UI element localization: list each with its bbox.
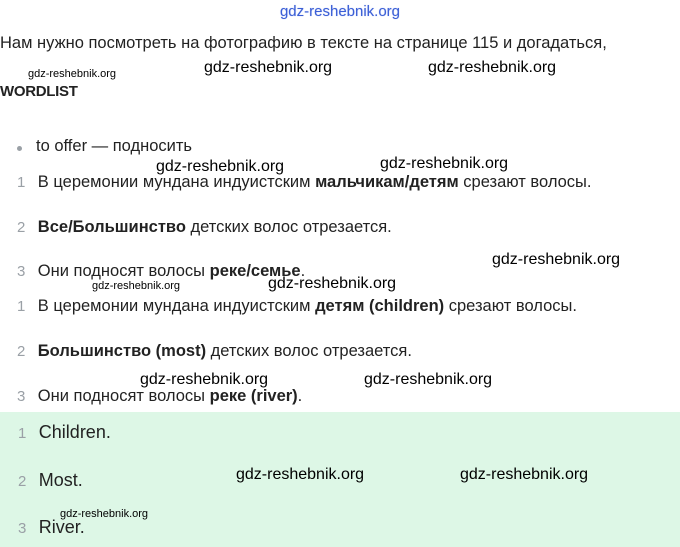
answer-text: Most. (38, 470, 83, 490)
list-item (17, 342, 412, 361)
intro-text: Нам нужно посмотреть на фотографию в тексте на странице 115 и догадаться, (0, 34, 607, 52)
watermark: gdz-reshebnik.org (492, 251, 621, 268)
watermark: gdz-reshebnik.org (204, 59, 333, 76)
answer-item (18, 470, 83, 491)
wordlist-item: to offer — подносить (36, 137, 193, 155)
list-item (17, 262, 305, 281)
item-text-bold: Большинство (most) (37, 342, 207, 360)
item-text-bold: Все/Большинство (37, 218, 186, 236)
item-number: 3 (17, 388, 26, 405)
item-text-pre: В церемонии мундана индуистским (37, 173, 316, 191)
watermark: gdz-reshebnik.org (60, 508, 149, 520)
item-text-bold: мальчикам/детям (315, 173, 459, 191)
header-watermark: gdz-reshebnik.org (279, 3, 401, 20)
wordlist-title: WORDLIST (0, 83, 78, 100)
answer-item (18, 517, 85, 538)
watermark: gdz-reshebnik.org (156, 158, 285, 175)
watermark: gdz-reshebnik.org (364, 371, 493, 388)
item-text-post: детских волос отрезается. (206, 342, 412, 360)
item-text-pre: Они подносят волосы (37, 262, 210, 280)
answer-text: Children. (38, 422, 111, 442)
item-text-bold: реке/семье (209, 262, 301, 280)
watermark: gdz-reshebnik.org (380, 155, 509, 172)
watermark: gdz-reshebnik.org (236, 466, 365, 483)
item-number: 3 (17, 263, 26, 280)
item-text-post: . (300, 262, 306, 280)
answer-number: 2 (18, 473, 27, 490)
item-text-pre: В церемонии мундана индуистским (37, 297, 316, 315)
list-item (17, 173, 592, 192)
watermark: gdz-reshebnik.org (268, 275, 397, 292)
bullet-dot-icon (17, 146, 22, 151)
item-number: 2 (17, 219, 26, 236)
watermark: gdz-reshebnik.org (28, 68, 117, 80)
watermark: gdz-reshebnik.org (460, 466, 589, 483)
item-text-bold: детям (children) (315, 297, 445, 315)
item-text-bold: реке (river) (209, 387, 298, 405)
list-item (17, 218, 392, 237)
watermark: gdz-reshebnik.org (428, 59, 557, 76)
watermark: gdz-reshebnik.org (140, 371, 269, 388)
list-item (17, 387, 302, 406)
item-number: 1 (17, 298, 26, 315)
answer-item (18, 422, 111, 443)
watermark: gdz-reshebnik.org (92, 280, 181, 292)
answer-text: River. (38, 517, 85, 537)
item-text-post: . (297, 387, 303, 405)
item-text-pre: Они подносят волосы (37, 387, 210, 405)
item-text-post: срезают волосы. (444, 297, 577, 315)
item-text-post: срезают волосы. (458, 173, 592, 191)
item-number: 1 (17, 174, 26, 191)
item-number: 2 (17, 343, 26, 360)
item-text-post: детских волос отрезается. (185, 218, 392, 236)
answer-number: 1 (18, 425, 27, 442)
answer-number: 3 (18, 520, 27, 537)
list-item (17, 297, 577, 316)
